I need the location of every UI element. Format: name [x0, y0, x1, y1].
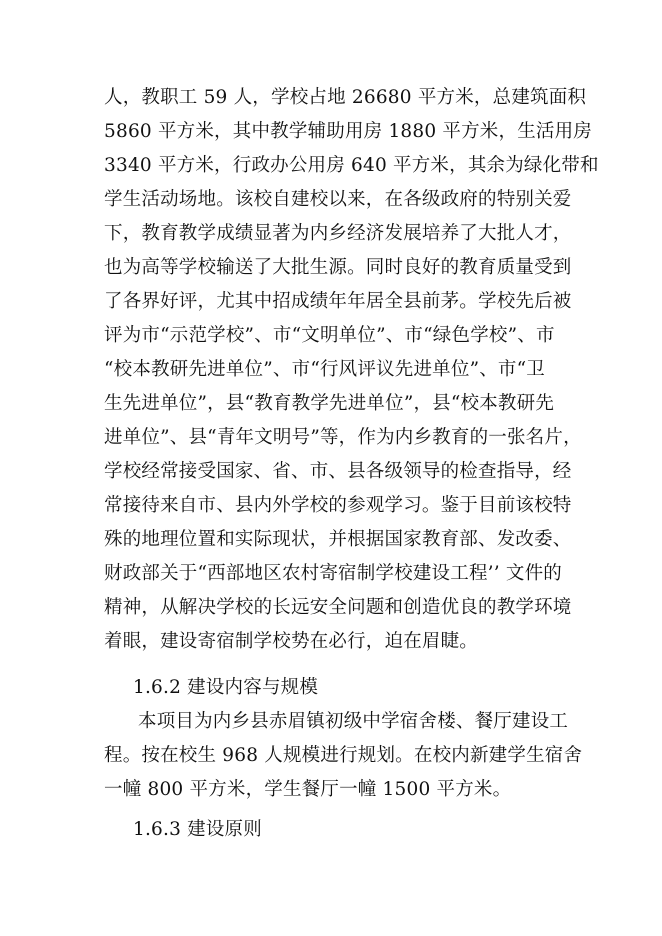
- paragraph-line-17: 着眼，建设寄宿制学校势在必行，迫在眉睫。: [104, 631, 479, 652]
- paragraph-line-1: 人，教职工 59 人，学校占地 26680 平方米，总建筑面积: [104, 87, 587, 108]
- paragraph-line-2: 5860 平方米，其中教学辅助用房 1880 平方米，生活用房: [104, 121, 593, 142]
- paragraph-line-5: 下，教育教学成绩显著为内乡经济发展培养了大批人才，: [104, 223, 572, 244]
- paragraph-line-13: 常接待来自市、县内外学校的参观学习。鉴于目前该校特: [104, 495, 572, 516]
- section-heading-1-6-2: 1.6.2 建设内容与规模: [133, 677, 319, 698]
- section-heading-1-6-3: 1.6.3 建设原则: [133, 819, 262, 840]
- section-162-line-1: 本项目为内乡县赤眉镇初级中学宿舍楼、餐厅建设工: [138, 711, 569, 732]
- paragraph-line-16: 精神，从解决学校的长远安全问题和创造优良的教学环境: [104, 597, 572, 618]
- paragraph-line-4: 学生活动场地。该校自建校以来，在各级政府的特别关爱: [104, 189, 572, 210]
- paragraph-line-11: 进单位”、县“青年文明号”等，作为内乡教育的一张名片，: [104, 427, 582, 448]
- paragraph-line-12: 学校经常接受国家、省、市、县各级领导的检查指导，经: [104, 461, 572, 482]
- paragraph-line-9: “校本教研先进单位”、市“行风评议先进单位”、市“卫: [104, 359, 545, 380]
- section-162-line-2: 程。按在校生 968 人规模进行规划。在校内新建学生宿舍: [104, 745, 583, 766]
- paragraph-line-10: 生先进单位”，县“教育教学先进单位”，县“校本教研先: [104, 393, 555, 414]
- paragraph-line-14: 殊的地理位置和实际现状，并根据国家教育部、发改委、: [104, 529, 572, 550]
- paragraph-line-8: 评为市“示范学校”、市“文明单位”、市“绿色学校”、市: [104, 325, 555, 346]
- paragraph-line-7: 了各界好评，尤其中招成绩年年居全县前茅。学校先后被: [104, 291, 572, 312]
- paragraph-line-3: 3340 平方米，行政办公用房 640 平方米，其余为绿化带和: [104, 155, 599, 176]
- paragraph-line-6: 也为高等学校输送了大批生源。同时良好的教育质量受到: [104, 257, 572, 278]
- paragraph-line-15: 财政部关于“西部地区农村寄宿制学校建设工程’’ 文件的: [104, 563, 563, 584]
- section-162-line-3: 一幢 800 平方米，学生餐厅一幢 1500 平方米。: [104, 779, 512, 800]
